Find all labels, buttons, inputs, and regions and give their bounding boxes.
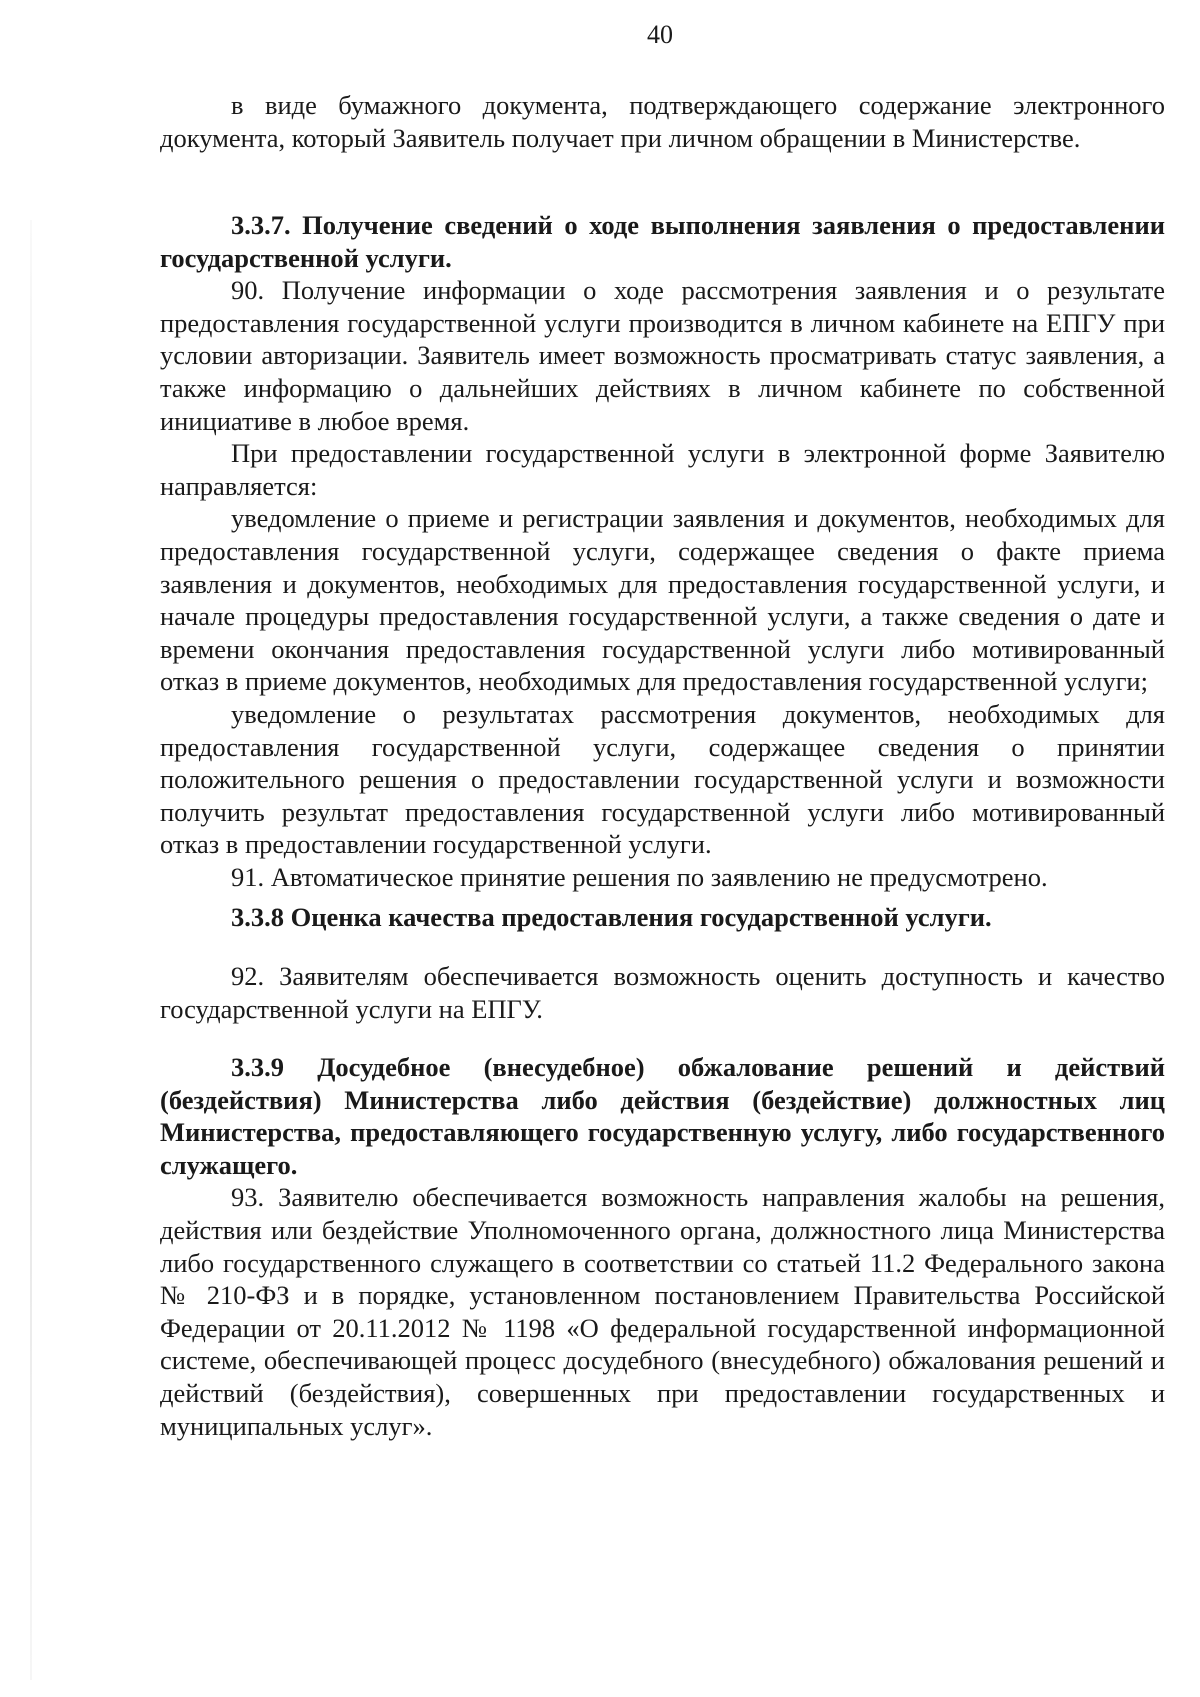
paragraph-notification-receipt: уведомление о приеме и регистрации заявления и документов, необходимых для предоставления государственной услуги, содержащее сведения о факте приема заявления и документов, необходимых для предоставления государственной услуги, и начале процедуры предоставления государственной услуги, а также сведения о дате и времени окончания предоставления государственной услуги либо мотивированный отказ в приеме документов, необходимых для предоставления государственной услуги; (160, 503, 1165, 697)
section-3-3-7-heading: 3.3.7. Получение сведений о ходе выполнения заявления о предоставлении государственной услуги. (160, 210, 1165, 273)
section-3-3-9 (160, 1051, 1165, 1442)
section-3-3-8-heading: 3.3.8 Оценка качества предоставления государственной услуги. (231, 902, 992, 932)
section-3-3-8 (160, 901, 1165, 934)
paragraph-92: 92. Заявителям обеспечивается возможность оценить доступность и качество государственной услуги на ЕПГУ. (160, 961, 1165, 1024)
continuation-paragraph: в виде бумажного документа, подтверждающего содержание электронного документа, который Заявитель получает при личном обращении в Министерстве. (160, 90, 1165, 153)
continuation-block (160, 89, 1165, 154)
page-number: 40 (647, 20, 673, 49)
section-3-3-7 (160, 209, 1165, 893)
paragraph-91: 91. Автоматическое принятие решения по заявлению не предусмотрено. (231, 861, 1048, 892)
scan-edge-shadow (30, 220, 32, 1680)
paragraph-notification-results: уведомление о результатах рассмотрения документов, необходимых для предоставления государственной услуги, содержащее сведения о принятии положительного решения о предоставлении государственной услуги и возможности получить результат предоставления государственной услуги либо мотивированный отказ в предоставлении государственной услуги. (160, 698, 1165, 860)
paragraph-90: 90. Получение информации о ходе рассмотрения заявления и о результате предоставления государственной услуги производится в личном кабинете на ЕПГУ при условии авторизации. Заявитель имеет возможность просматривать статус заявления, а также информацию о дальнейших действиях в личном кабинете по собственной инициативе в любое время. (160, 275, 1165, 436)
section-3-3-8-body (160, 960, 1165, 1025)
paragraph-93: 93. Заявителю обеспечивается возможность направления жалобы на решения, действия или бездействие Уполномоченного органа, должностного лица Министерства либо государственного служащего в соответствии со статьей 11.2 Федерального закона № 210-ФЗ и в порядке, установленном постановлением Правительства Российской Федерации от 20.11.2012 № 1198 «О федеральной государственной информационной системе, обеспечивающей процесс досудебного (внесудебного) обжалования решений и действий (бездействия), совершенных при предоставлении государственных и муниципальных услуг». (160, 1182, 1165, 1441)
paragraph-electronic-form: При предоставлении государственной услуги в электронной форме Заявителю направляется: (160, 438, 1165, 501)
section-3-3-9-heading: 3.3.9 Досудебное (внесудебное) обжалование решений и действий (бездействия) Министерства либо действия (бездействие) должностных лиц Министерства, предоставляющего государственную услугу, либо государственного служащего. (160, 1052, 1165, 1180)
